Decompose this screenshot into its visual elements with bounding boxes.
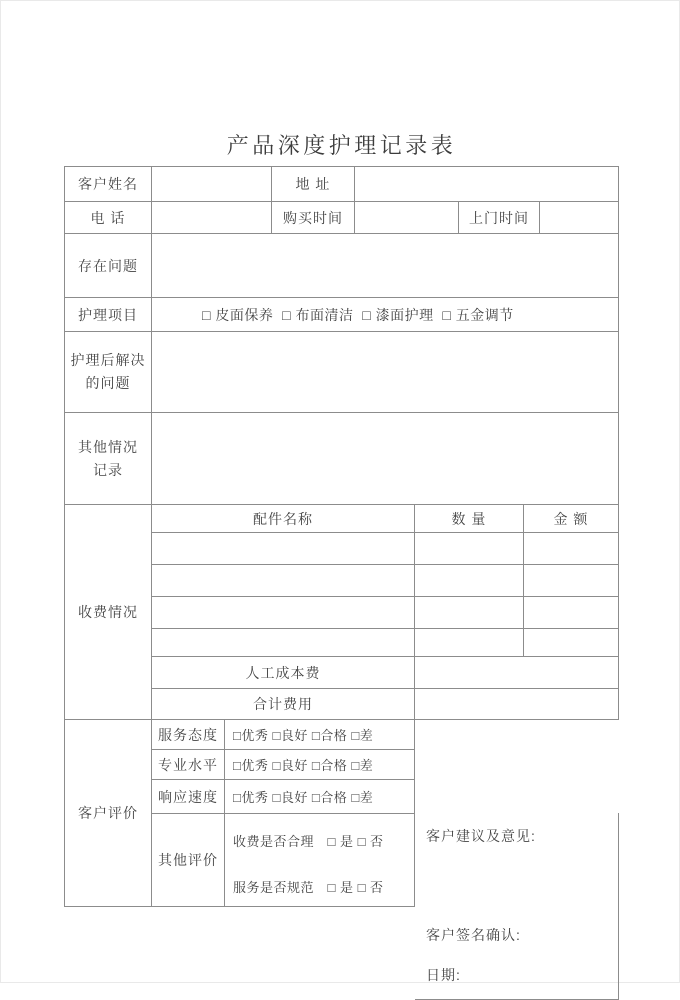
service-attitude-label: 服务态度 <box>152 720 225 750</box>
total-cost-field[interactable] <box>415 689 619 720</box>
accessory-row-2-name-field[interactable] <box>152 565 415 597</box>
solved-problems-label-line2: 的问题 <box>85 375 131 391</box>
customer-suggestions-label: 客户建议及意见: <box>426 828 536 844</box>
evaluation-right-cell[interactable] <box>415 813 619 1000</box>
service-attitude-checkboxes[interactable]: □优秀 □良好 □合格 □差 <box>225 720 415 750</box>
solved-problems-field[interactable] <box>152 332 619 413</box>
labor-cost-field[interactable] <box>415 657 619 689</box>
amount-header: 金 额 <box>524 505 619 533</box>
other-records-label-line1: 其他情况 <box>78 438 138 455</box>
accessory-name-header: 配件名称 <box>152 505 415 533</box>
accessory-row-1-amount-field[interactable] <box>524 533 619 565</box>
other-records-label <box>65 413 152 505</box>
existing-problems-label: 存在问题 <box>65 234 152 298</box>
accessory-row-1-quantity-field[interactable] <box>415 533 524 565</box>
quantity-header: 数 量 <box>415 505 524 533</box>
purchase-time-label: 购买时间 <box>272 202 355 234</box>
labor-cost-label: 人工成本费 <box>152 657 415 689</box>
phone-field[interactable] <box>152 202 272 234</box>
form-table <box>64 166 619 983</box>
date-label: 日期: <box>426 967 461 983</box>
response-speed-checkboxes[interactable]: □优秀 □良好 □合格 □差 <box>225 780 415 814</box>
customer-signature-label: 客户签名确认: <box>426 927 521 943</box>
other-evaluation-label: 其他评价 <box>152 814 225 907</box>
solved-problems-label <box>65 332 152 413</box>
service-standard-checkboxes[interactable]: 服务是否规范 □ 是 □ 否 <box>233 880 384 895</box>
purchase-time-field[interactable] <box>355 202 459 234</box>
professional-level-label: 专业水平 <box>152 750 225 780</box>
customer-name-field[interactable] <box>152 167 272 202</box>
charges-section-label: 收费情况 <box>65 505 152 720</box>
other-evaluation-cell <box>225 814 415 907</box>
solved-problems-label-line1: 护理后解决 <box>70 352 146 368</box>
accessory-row-3-quantity-field[interactable] <box>415 597 524 629</box>
visit-time-field[interactable] <box>540 202 619 234</box>
professional-level-checkboxes[interactable]: □优秀 □良好 □合格 □差 <box>225 750 415 780</box>
care-items-checkboxes[interactable]: □ 皮面保养 □ 布面清洁 □ 漆面护理 □ 五金调节 <box>152 298 619 332</box>
customer-name-label: 客户姓名 <box>65 167 152 202</box>
accessory-row-4-quantity-field[interactable] <box>415 629 524 657</box>
total-cost-label: 合计费用 <box>152 689 415 720</box>
charge-reasonable-checkboxes[interactable]: 收费是否合理 □ 是 □ 否 <box>233 834 384 849</box>
other-records-label-line2: 记录 <box>93 461 123 478</box>
response-speed-label: 响应速度 <box>152 780 225 814</box>
evaluation-section-label: 客户评价 <box>65 720 152 907</box>
accessory-row-2-quantity-field[interactable] <box>415 565 524 597</box>
accessory-row-3-amount-field[interactable] <box>524 597 619 629</box>
accessory-row-3-name-field[interactable] <box>152 597 415 629</box>
existing-problems-field[interactable] <box>152 234 619 298</box>
accessory-row-2-amount-field[interactable] <box>524 565 619 597</box>
accessory-row-4-name-field[interactable] <box>152 629 415 657</box>
accessory-row-1-name-field[interactable] <box>152 533 415 565</box>
page-title: 产品深度护理记录表 <box>226 133 457 158</box>
address-field[interactable] <box>355 167 619 202</box>
accessory-row-4-amount-field[interactable] <box>524 629 619 657</box>
care-items-label: 护理项目 <box>65 298 152 332</box>
address-label: 地 址 <box>272 167 355 202</box>
visit-time-label: 上门时间 <box>459 202 540 234</box>
phone-label: 电 话 <box>65 202 152 234</box>
other-records-field[interactable] <box>152 413 619 505</box>
